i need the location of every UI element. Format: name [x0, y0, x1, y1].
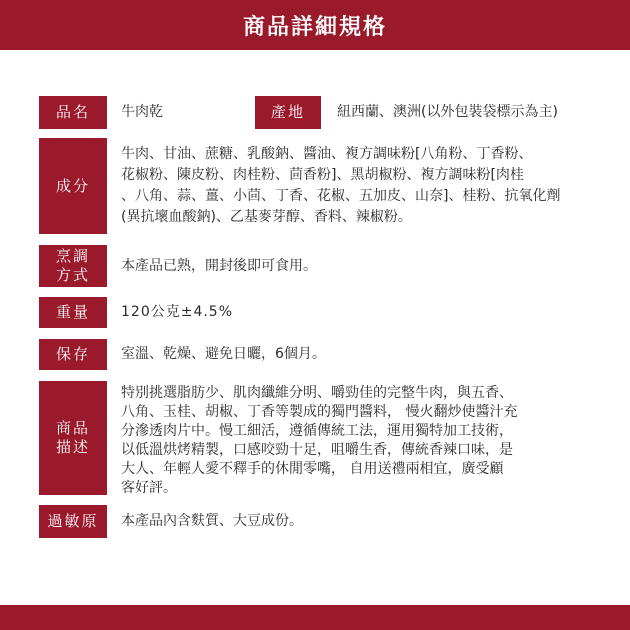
label-storage: 保存 — [39, 339, 107, 370]
description-line: 分滲透肉片中。慢工細活，遵循傳統工法，運用獨特加工技術， — [121, 423, 513, 439]
description-line: 特別挑選脂肪少、肌肉纖維分明、嚼勁佳的完整牛肉，與五香、 — [121, 385, 513, 401]
value-description — [121, 384, 611, 498]
ingredients-line: 花椒粉、陳皮粉、肉桂粉、茴香粉]、黑胡椒粉、複方調味粉[肉桂 — [121, 167, 524, 183]
page-title: 商品詳細規格 — [242, 14, 387, 40]
label-ingredients: 成分 — [39, 138, 107, 234]
description-line: 大人、年輕人愛不釋手的休閒零嘴， 自用送禮兩相宜，廣受顧 — [121, 461, 504, 477]
ingredients-line: 、八角、蒜、薑、小茴、丁香、花椒、五加皮、山奈]、桂粉、抗氧化劑 — [121, 188, 561, 204]
description-line: 以低溫烘烤精製，口感咬勁十足，咀嚼生香，傳統香辣口味，是 — [121, 442, 513, 458]
ingredients-line: (異抗壞血酸鈉)、乙基麥芽醇、香料、辣椒粉。 — [121, 209, 412, 225]
footer-bar — [0, 605, 630, 630]
header-banner — [0, 0, 630, 50]
value-cooking: 本產品已熟，開封後即可食用。 — [121, 257, 317, 274]
value-name: 牛肉乾 — [121, 104, 163, 120]
value-storage: 室溫、乾燥、避免日曬，6個月。 — [121, 346, 326, 362]
label-allergen: 過敏原 — [39, 505, 107, 538]
value-ingredients — [121, 144, 611, 228]
label-cooking: 烹調 方式 — [39, 245, 107, 287]
ingredients-line: 牛肉、甘油、蔗糖、乳酸鈉、醬油、複方調味粉[八角粉、丁香粉、 — [121, 146, 533, 162]
label-origin: 產地 — [255, 96, 321, 129]
value-allergen: 本產品內含麩質、大豆成份。 — [121, 513, 303, 529]
label-name: 品名 — [39, 96, 107, 129]
label-weight: 重量 — [39, 297, 107, 328]
description-line: 八角、玉桂、胡椒、丁香等製成的獨門醬料， 慢火翻炒使醬汁充 — [121, 404, 518, 420]
label-description: 商品 描述 — [39, 381, 107, 495]
description-line: 客好評。 — [121, 480, 177, 496]
value-weight: 120公克±4.5% — [121, 304, 234, 320]
value-origin: 紐西蘭、澳洲(以外包裝袋標示為主) — [337, 104, 558, 120]
